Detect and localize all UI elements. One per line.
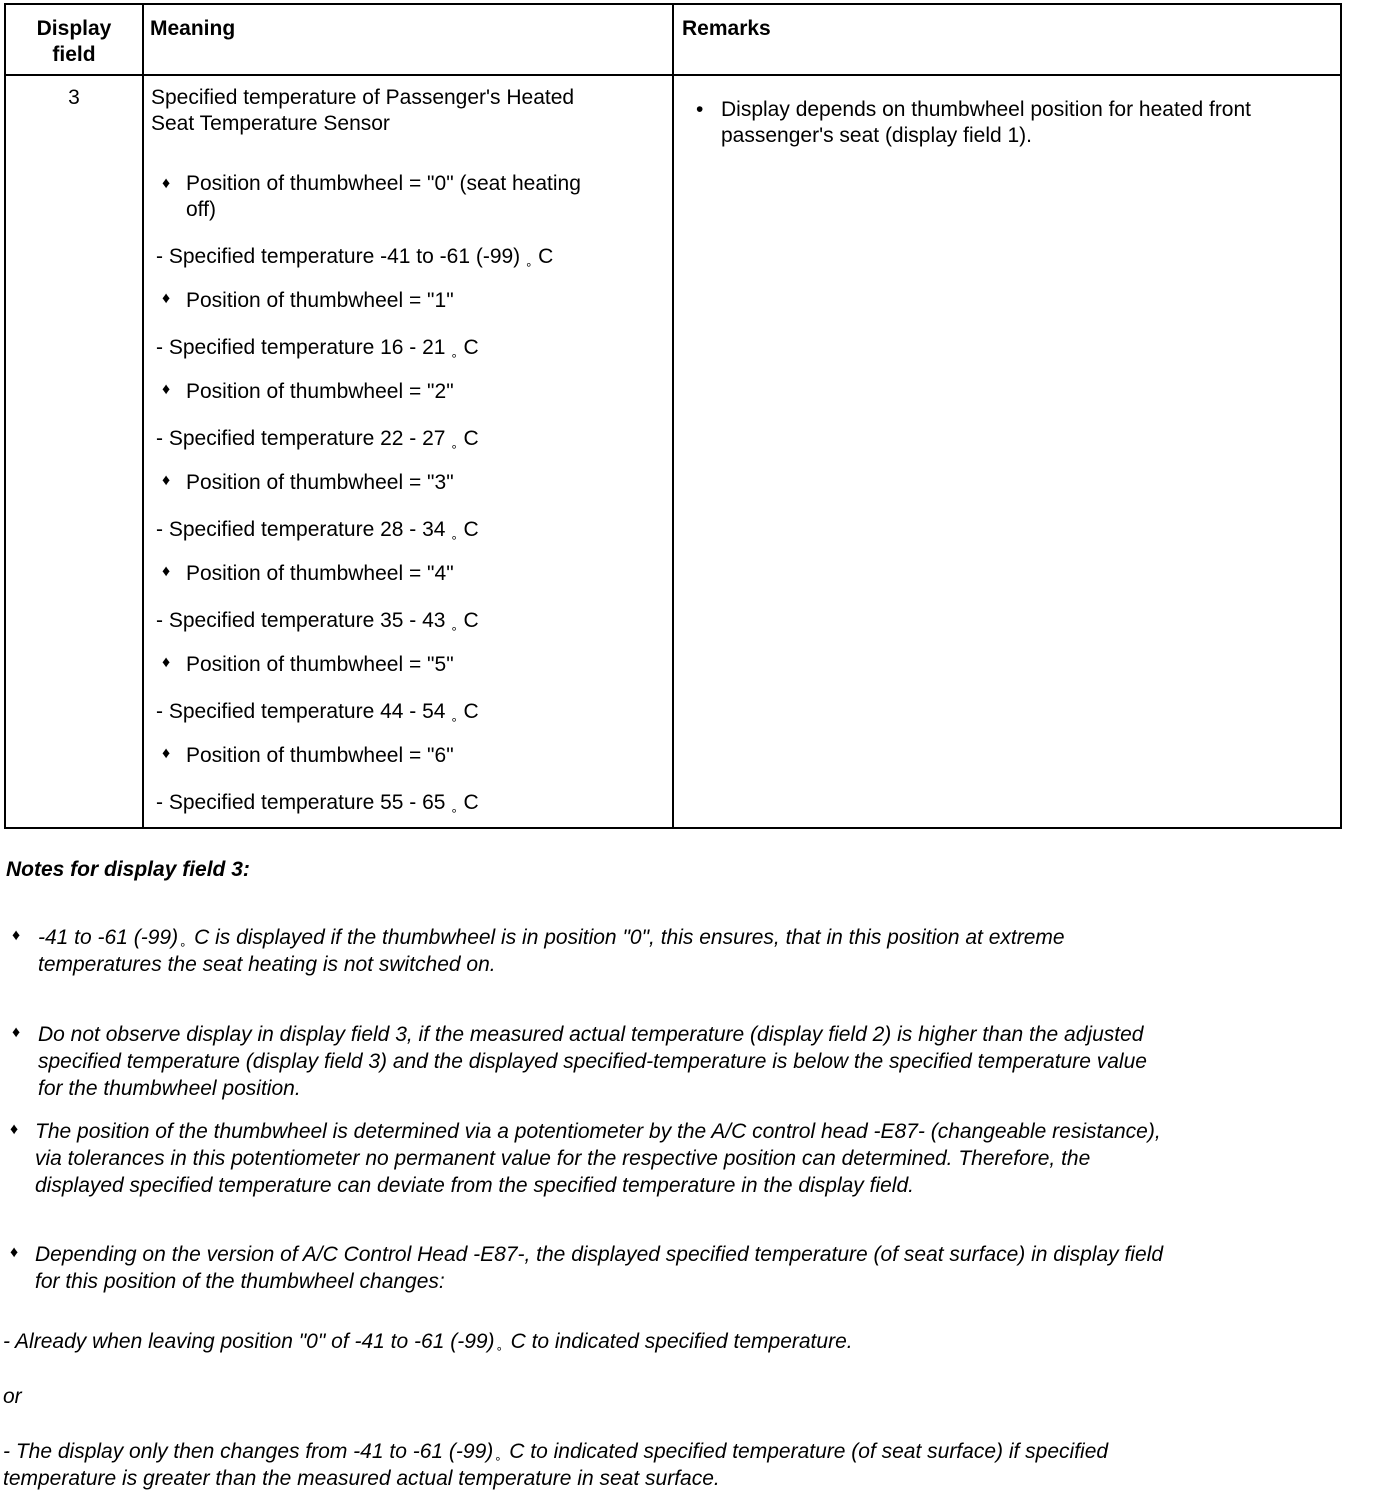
position-label: Position of thumbwheel = "3"	[186, 471, 454, 494]
header-display-field-line1: Display	[36, 17, 112, 40]
degree-symbol: °	[451, 806, 457, 821]
specified-temperature	[156, 517, 479, 548]
option-1-line	[3, 1328, 853, 1359]
header-display-field-line2: field	[52, 43, 96, 66]
note-2-line1: Do not observe display in display field 3, if the measured actual temperature (display field 2) is higher than the adjusted	[38, 1023, 1144, 1046]
degree-symbol: °	[451, 351, 457, 366]
specified-temperature	[156, 699, 479, 730]
specified-temperature	[156, 608, 479, 639]
note-4-line1: Depending on the version of A/C Control Head -E87-, the displayed specified temperature (of seat surface) in display field	[35, 1243, 1164, 1266]
remarks-line2: passenger's seat (display field 1).	[721, 124, 1033, 147]
diamond-bullet-icon: ♦	[162, 654, 171, 671]
degree-symbol: °	[451, 442, 457, 457]
temp-range: - Specified temperature -41 to -61 (-99)	[156, 245, 521, 268]
or-separator: or	[3, 1385, 22, 1408]
degree-symbol: °	[495, 1454, 501, 1469]
temp-range: - Specified temperature 22 - 27	[156, 427, 446, 450]
degree-symbol: °	[451, 715, 457, 730]
temp-range: - Specified temperature 16 - 21	[156, 336, 446, 359]
specified-temperature	[156, 244, 554, 275]
diamond-bullet-icon: ♦	[162, 381, 171, 398]
note-3-line2: via tolerances in this potentiometer no permanent value for the respective position can determined. Therefore, the	[35, 1147, 1091, 1170]
temp-unit: C	[463, 700, 479, 723]
position-label: Position of thumbwheel = "6"	[186, 744, 454, 767]
temp-unit: C	[538, 245, 554, 268]
option-1-text-b: C to indicated specified temperature.	[510, 1330, 853, 1353]
specified-temperature	[156, 426, 479, 457]
position-label-cont: off)	[186, 198, 216, 221]
position-label: Position of thumbwheel = "2"	[186, 380, 454, 403]
option-2-line1	[3, 1438, 1109, 1469]
note-1-line2: temperatures the seat heating is not switched on.	[38, 953, 496, 976]
note-2-line2: specified temperature (display field 3) and the displayed specified-temperature is below the specified temperature value	[38, 1050, 1147, 1073]
note-4-line2: for this position of the thumbwheel changes:	[35, 1270, 445, 1293]
meaning-title-line2: Seat Temperature Sensor	[151, 112, 390, 135]
diamond-bullet-icon: ♦	[10, 1244, 19, 1261]
temp-unit: C	[463, 336, 479, 359]
diamond-bullet-icon: ♦	[162, 472, 171, 489]
option-2-line2: temperature is greater than the measured actual temperature in seat surface.	[3, 1467, 720, 1490]
option-2-text-a: - The display only then changes from -41 to -61 (-99)	[3, 1440, 494, 1463]
note-2-line3: for the thumbwheel position.	[38, 1077, 301, 1100]
diamond-bullet-icon: ♦	[162, 745, 171, 762]
header-divider	[6, 74, 1340, 76]
temp-range: - Specified temperature 55 - 65	[156, 791, 446, 814]
note-1-temp: -41 to -61 (-99)	[38, 926, 179, 949]
temp-unit: C	[463, 518, 479, 541]
temp-range: - Specified temperature 28 - 34	[156, 518, 446, 541]
diamond-bullet-icon: ♦	[162, 175, 171, 192]
degree-symbol: °	[526, 260, 532, 275]
temp-unit: C	[463, 427, 479, 450]
position-label: Position of thumbwheel = "4"	[186, 562, 454, 585]
temp-range: - Specified temperature 35 - 43	[156, 609, 446, 632]
degree-symbol: °	[451, 624, 457, 639]
meaning-title-line1: Specified temperature of Passenger's Heated	[151, 86, 575, 109]
remarks-line1: Display depends on thumbwheel position for heated front	[721, 98, 1252, 121]
column-divider	[672, 5, 674, 827]
degree-symbol: °	[496, 1344, 502, 1359]
specified-temperature	[156, 790, 479, 821]
note-1-line1	[38, 924, 1065, 955]
option-2-text-b: C to indicated specified temperature (of seat surface) if specified	[509, 1440, 1109, 1463]
diamond-bullet-icon: ♦	[12, 927, 21, 944]
column-divider	[142, 5, 144, 827]
note-1-text: C is displayed if the thumbwheel is in position "0", this ensures, that in this position at extreme	[194, 926, 1065, 949]
diamond-bullet-icon: ♦	[162, 563, 171, 580]
position-label: Position of thumbwheel = "5"	[186, 653, 454, 676]
note-3-line3: displayed specified temperature can deviate from the specified temperature in the display field.	[35, 1174, 914, 1197]
diamond-bullet-icon: ♦	[12, 1024, 21, 1041]
temp-unit: C	[463, 791, 479, 814]
diamond-bullet-icon: ♦	[162, 290, 171, 307]
header-display-field	[6, 16, 142, 68]
degree-symbol: °	[180, 940, 186, 955]
temp-range: - Specified temperature 44 - 54	[156, 700, 446, 723]
specified-temperature	[156, 335, 479, 366]
temp-unit: C	[463, 609, 479, 632]
display-field-value: 3	[68, 86, 80, 109]
position-label: Position of thumbwheel = "0" (seat heating	[186, 172, 581, 195]
degree-symbol: °	[451, 533, 457, 548]
note-3-line1: The position of the thumbwheel is determined via a potentiometer by the A/C control head -E87- (changeable resistance),	[35, 1120, 1161, 1143]
option-1-text-a: - Already when leaving position "0" of -41 to -61 (-99)	[3, 1330, 495, 1353]
diamond-bullet-icon: ♦	[10, 1121, 19, 1138]
display-field-table	[4, 3, 1342, 829]
header-meaning: Meaning	[150, 17, 236, 40]
position-label: Position of thumbwheel = "1"	[186, 289, 454, 312]
header-remarks: Remarks	[682, 17, 771, 40]
notes-title: Notes for display field 3:	[6, 858, 250, 881]
bullet-icon: •	[696, 98, 704, 121]
